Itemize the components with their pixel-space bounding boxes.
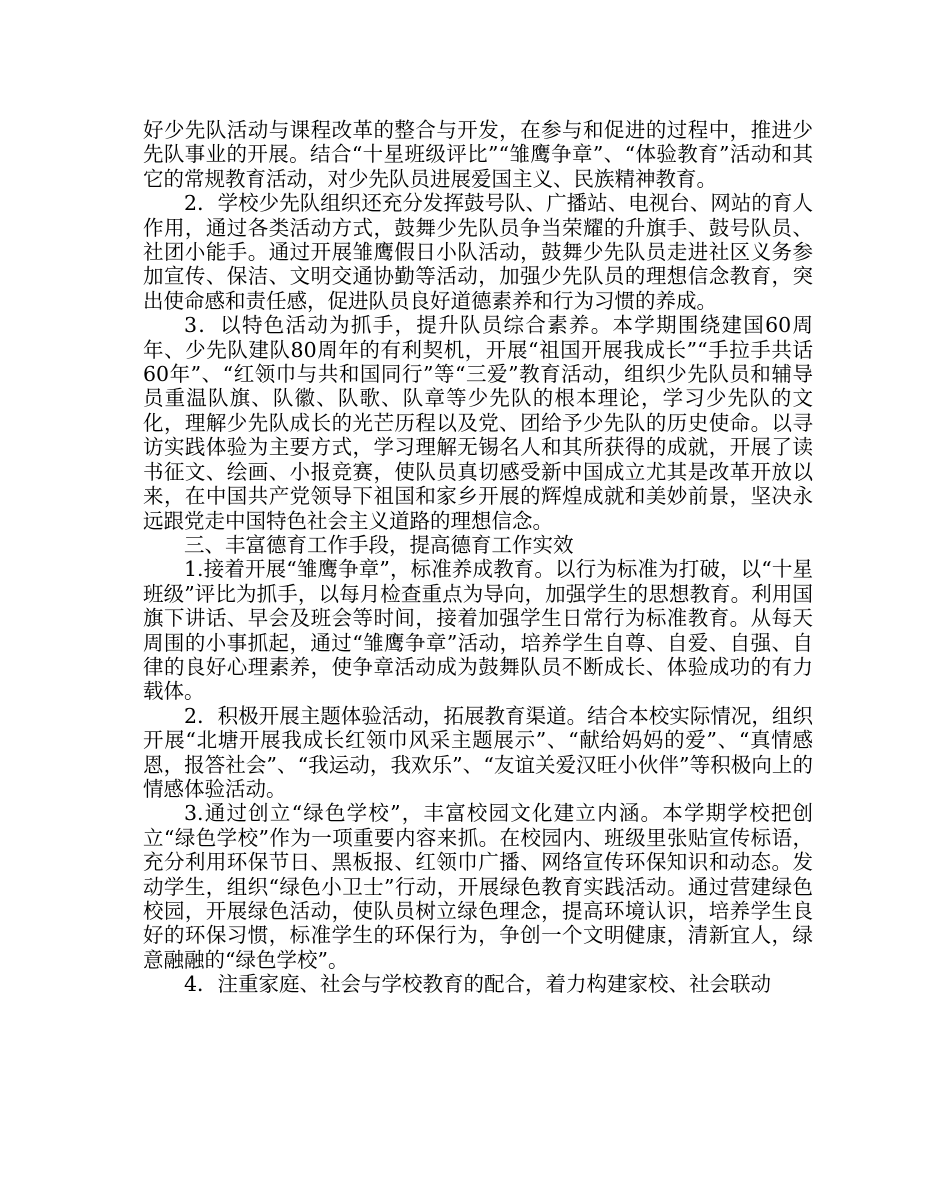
paragraph-8: 4．注重家庭、社会与学校教育的配合，着力构建家校、社会联动 bbox=[184, 972, 772, 997]
paragraph-3: 3．以特色活动为抓手，提升队员综合素养。本学期围绕建国60周年、少先队建队80周年的有利契机，开展“祖国开展我成长”“手拉手共话60年”、“红领巾与共和国同行”等“三爱”教育活动，组织少先队员和辅导员重温队旗、队徽、队歌、队章等少先队的根本理论，学习少先队的文化，理解少先队成长的光芒历程以及党、团给予少先队的历史使命。以寻访实践体验为主要方式，学习理解无锡名人和其所获得的成就，开展了读书征文、绘画、小报竞赛，使队员真切感受新中国成立尤其是改革开放以来，在中国共产党领导下祖国和家乡开展的辉煌成就和美妙前景，坚决永远跟党走中国特色社会主义道路的理想信念。 bbox=[143, 313, 813, 533]
document-body bbox=[143, 118, 813, 997]
paragraph-2: 2．学校少先队组织还充分发挥鼓号队、广播站、电视台、网站的育人作用，通过各类活动方式，鼓舞少先队员争当荣耀的升旗手、鼓号队员、社团小能手。通过开展雏鹰假日小队活动，鼓舞少先队员走进社区义务参加宣传、保洁、文明交通协勤等活动，加强少先队员的理想信念教育，突出使命感和责任感，促进队员良好道德素养和行为习惯的养成。 bbox=[143, 191, 813, 313]
paragraph-7: 3.通过创立“绿色学校”，丰富校园文化建立内涵。本学期学校把创立“绿色学校”作为一项重要内容来抓。在校园内、班级里张贴宣传标语，充分利用环保节日、黑板报、红领巾广播、网络宣传环保知识和动态。发动学生，组织“绿色小卫士”行动，开展绿色教育实践活动。通过营建绿色校园，开展绿色活动，使队员树立绿色理念，提高环境认识，培养学生良好的环保习惯，标准学生的环保行为，争创一个文明健康，清新宜人，绿意融融的“绿色学校”。 bbox=[143, 801, 813, 972]
paragraph-5: 1.接着开展“雏鹰争章”，标准养成教育。以行为标准为打破，以“十星班级”评比为抓手，以每月检查重点为导向，加强学生的思想教育。利用国旗下讲话、早会及班会等时间，接着加强学生日常行为标准教育。从每天周围的小事抓起，通过“雏鹰争章”活动，培养学生自尊、自爱、自强、自律的良好心理素养，使争章活动成为鼓舞队员不断成长、体验成功的有力载体。 bbox=[143, 557, 813, 704]
paragraph-1: 好少先队活动与课程改革的整合与开发，在参与和促进的过程中，推进少先队事业的开展。结合“十星班级评比”“雏鹰争章”、“体验教育”活动和其它的常规教育活动，对少先队员进展爱国主义、民族精神教育。 bbox=[143, 118, 813, 191]
section-heading: 三、丰富德育工作手段，提高德育工作实效 bbox=[184, 532, 574, 557]
paragraph-6: 2．积极开展主题体验活动，拓展教育渠道。结合本校实际情况，组织开展“北塘开展我成长红领巾风采主题展示”、“献给妈妈的爱”、“真情感恩，报答社会”、“我运动，我欢乐”、“友谊关爱汉旺小伙伴”等积极向上的情感体验活动。 bbox=[143, 703, 813, 801]
